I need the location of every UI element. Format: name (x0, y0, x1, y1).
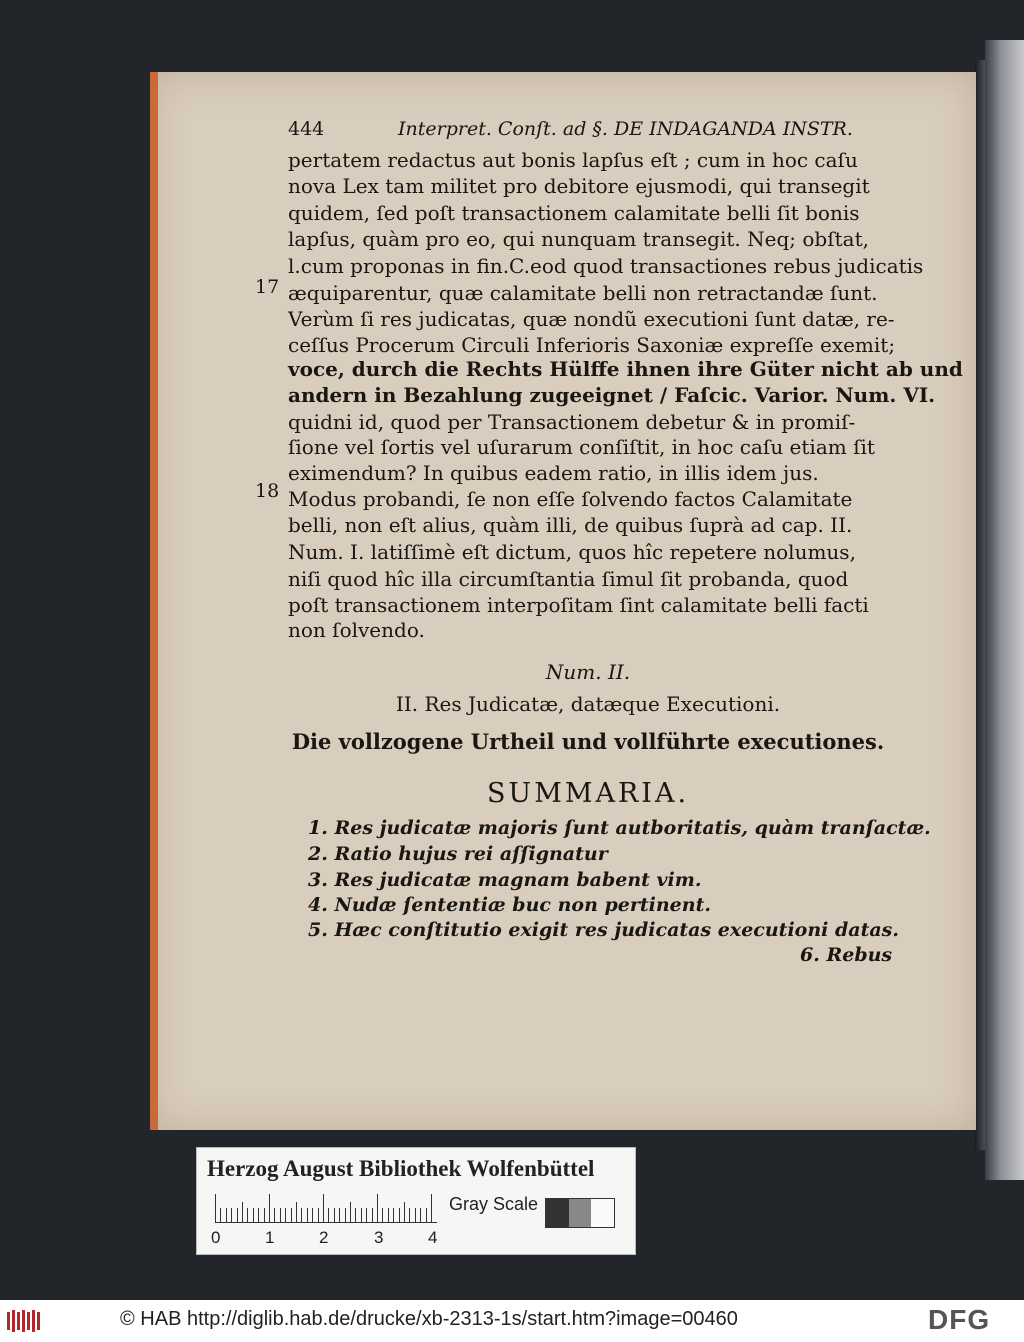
body-line: non ſolvendo. (288, 618, 425, 642)
ruler-tick (334, 1208, 335, 1222)
ruler-tick (247, 1208, 248, 1222)
scale-ruler (215, 1194, 437, 1224)
body-line: quidem, ſed poſt transactionem calamitate belli ſit bonis (288, 201, 860, 225)
ruler-tick (264, 1208, 265, 1222)
ruler-tick (318, 1208, 319, 1222)
adjacent-page-edge (985, 40, 1024, 1180)
body-line: Verùm ſi res judicatas, quæ nondũ executioni ſunt datæ, re- (288, 307, 895, 331)
ruler-tick (409, 1208, 410, 1222)
ruler-tick (399, 1208, 400, 1222)
ruler-tick (355, 1208, 356, 1222)
library-name: Herzog August Bibliothek Wolfenbüttel (207, 1156, 595, 1181)
hab-logo-icon (6, 1308, 46, 1334)
body-line: ceſſus Procerum Circuli Inferioris Saxoniæ expreſſe exemit; (288, 333, 896, 357)
section-number: Num. II. (545, 660, 631, 684)
ruler-tick (361, 1208, 362, 1222)
ruler-tick (291, 1208, 292, 1222)
running-title: Interpret. Conſt. ad §. DE INDAGANDA INSTR. (398, 118, 853, 140)
ruler-tick (220, 1208, 221, 1222)
ruler-tick (382, 1208, 383, 1222)
body-line: ſione vel ſortis vel uſurarum conſiſtit, in hoc caſu etiam ſit (288, 435, 875, 459)
page-number: 444 (288, 118, 325, 140)
ruler-tick (253, 1208, 254, 1222)
summary-item: 1. Res judicatæ majoris ſunt autboritatis, quàm tranſactæ. (308, 817, 931, 839)
ruler-tick (345, 1208, 346, 1222)
ruler-tick (285, 1208, 286, 1222)
ruler-tick (404, 1202, 405, 1222)
body-line: nova Lex tam militet pro debitore ejusmodi, qui transegit (288, 174, 870, 198)
ruler-tick (242, 1202, 243, 1222)
ruler-number: 2 (319, 1228, 329, 1247)
body-line: belli, non eſt alius, quàm illi, de quibus ſuprà ad cap. II. (288, 513, 853, 537)
ruler-tick (312, 1208, 313, 1222)
ruler-tick (258, 1208, 259, 1222)
body-line: eximendum? In quibus eadem ratio, in illis idem jus. (288, 461, 819, 485)
body-line: niſi quod hîc illa circumſtantia ſimul ſit probanda, quod (288, 567, 849, 591)
ruler-tick (301, 1208, 302, 1222)
section-german-title: Die vollzogene Urtheil und vollführte executiones. (291, 729, 885, 754)
ruler-tick (350, 1202, 351, 1222)
margin-number: 17 (255, 276, 280, 298)
body-line: æquiparentur, quæ calamitate belli non retractandæ ſunt. (288, 281, 878, 305)
ruler-tick (377, 1194, 378, 1222)
summary-item: 2. Ratio hujus rei aſſignatur (308, 843, 608, 865)
section-title: II. Res Judicatæ, datæque Executioni. (395, 692, 781, 716)
ruler-tick (226, 1208, 227, 1222)
body-line: Modus probandi, ſe non eſſe ſolvendo factos Calamitate (288, 487, 853, 511)
summary-item: 4. Nudæ ſententiæ buc non pertinent. (308, 894, 711, 916)
body-line: lapſus, quàm pro eo, qui nunquam transegit. Neq; obſtat, (288, 227, 869, 251)
summary-item: 3. Res judicatæ magnam babent vim. (308, 869, 702, 891)
body-line-fraktur: andern in Bezahlung zugeeignet / Faſcic. Varior. Num. VI. (288, 383, 936, 407)
ruler-tick (323, 1194, 324, 1222)
ruler-number: 1 (265, 1228, 275, 1247)
ruler-tick (269, 1194, 270, 1222)
catchword: 6. Rebus (800, 944, 893, 966)
ruler-tick (415, 1208, 416, 1222)
ruler-tick (426, 1208, 427, 1222)
ruler-tick (215, 1194, 216, 1222)
ruler-tick (388, 1208, 389, 1222)
ruler-tick (274, 1208, 275, 1222)
ruler-number: 0 (211, 1228, 221, 1247)
ruler-number: 4 (428, 1228, 438, 1247)
footer-bar (0, 1300, 1024, 1342)
ruler-tick (366, 1208, 367, 1222)
summaria-heading: SUMMARIA. (486, 778, 690, 809)
ruler-tick (237, 1208, 238, 1222)
gray-scale-label: Gray Scale (449, 1194, 539, 1214)
body-line: l.cum proponas in fin.C.eod quod transactiones rebus judicatis (288, 254, 924, 278)
ruler-tick (393, 1208, 394, 1222)
ruler-tick (431, 1194, 432, 1222)
page-edge (150, 72, 158, 1130)
body-line: Num. I. latiſſimè eſt dictum, quos hîc repetere nolumus, (288, 540, 856, 564)
ruler-tick (307, 1208, 308, 1222)
dfg-logo: DFG (928, 1304, 991, 1335)
body-line: pertatem redactus aut bonis lapſus eſt ; cum in hoc caſu (288, 148, 858, 172)
summary-item: 5. Hæc conſtitutio exigit res judicatas executioni datas. (308, 919, 899, 941)
body-line: quidni id, quod per Transactionem debetur & in promiſ- (288, 410, 856, 434)
ruler-tick (420, 1208, 421, 1222)
ruler-tick (328, 1208, 329, 1222)
library-color-label (196, 1147, 636, 1255)
body-line: poſt transactionem interpoſitam ſint calamitate belli facti (288, 593, 869, 617)
ruler-number: 3 (374, 1228, 384, 1247)
ruler-tick (280, 1208, 281, 1222)
gray-scale-bar (545, 1198, 615, 1228)
copyright-link[interactable]: © HAB http://diglib.hab.de/drucke/xb-2313-1s/start.htm?image=00460 (120, 1308, 738, 1330)
ruler-tick (296, 1202, 297, 1222)
body-line-fraktur: voce, durch die Rechts Hülffe ihnen ihre Güter nicht ab und (288, 357, 963, 381)
margin-number: 18 (255, 480, 280, 502)
ruler-tick (339, 1208, 340, 1222)
ruler-tick (372, 1208, 373, 1222)
ruler-tick (231, 1208, 232, 1222)
